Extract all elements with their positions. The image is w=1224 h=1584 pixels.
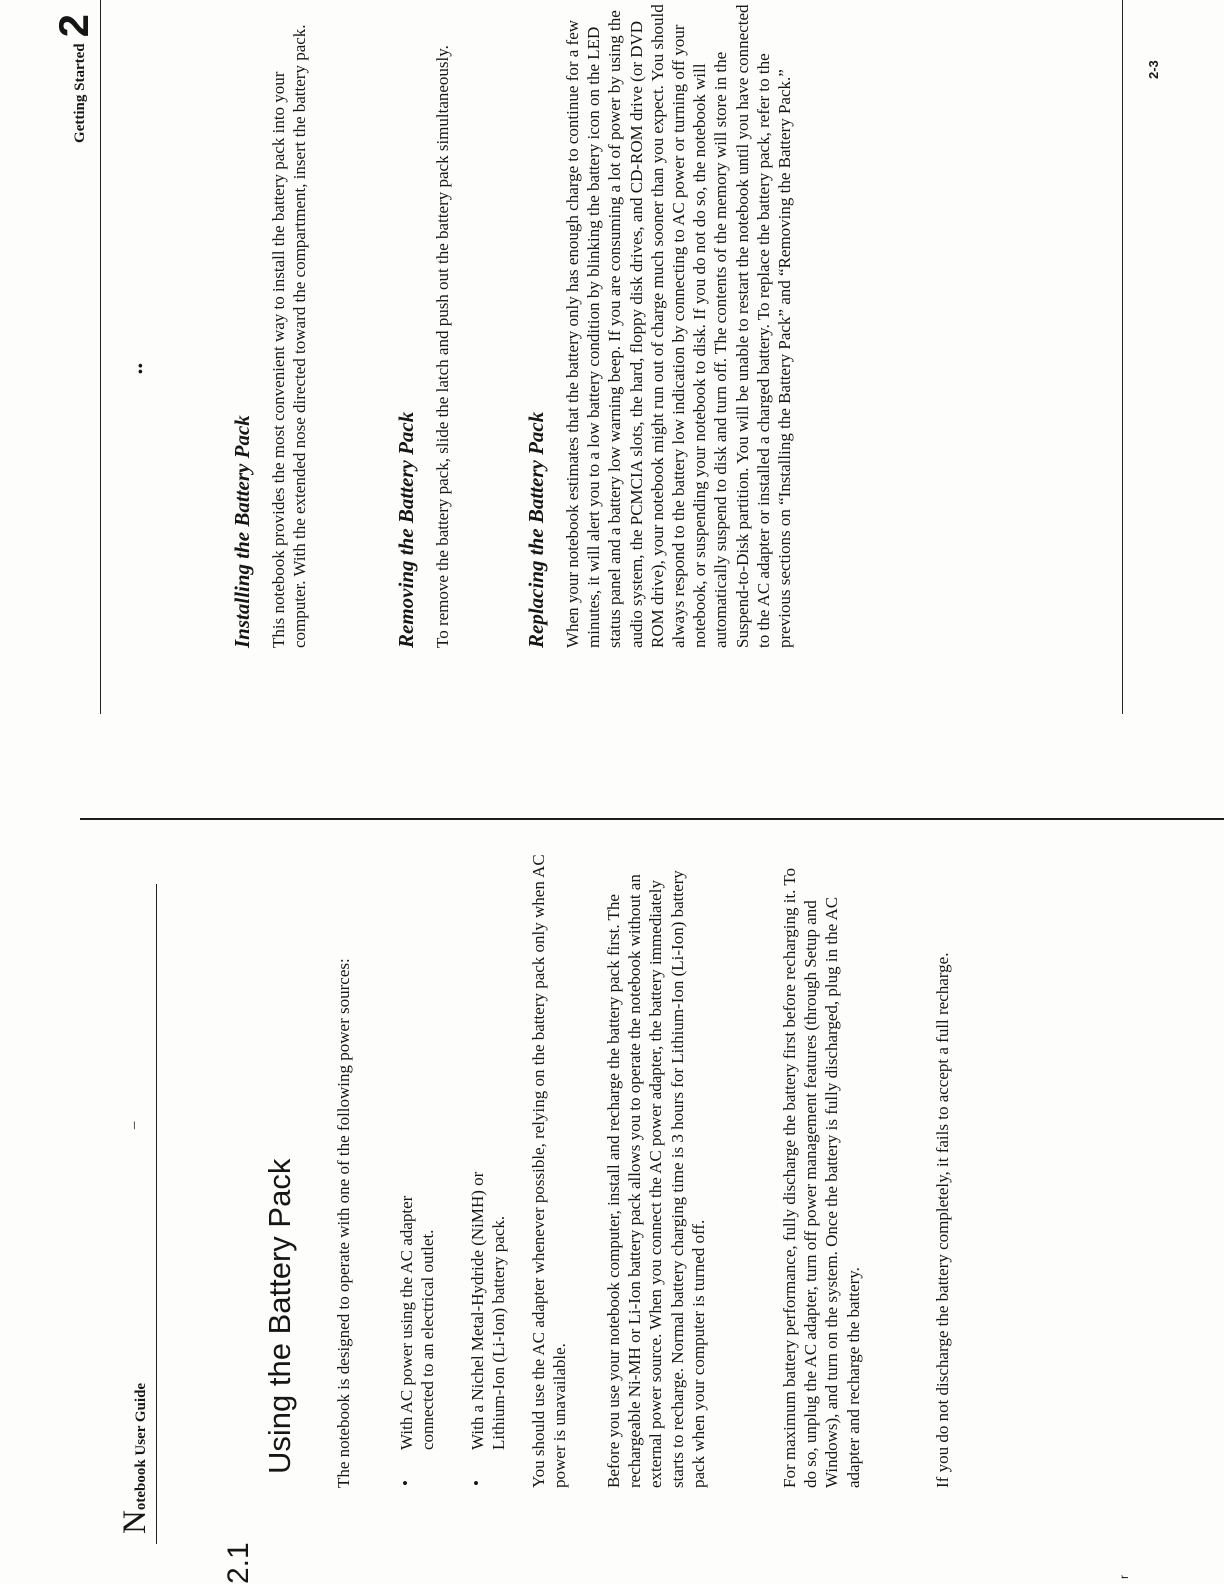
left-header-rule: [156, 884, 157, 1544]
subheading-installing: Installing the Battery Pack: [230, 415, 254, 648]
subheading-replacing: Replacing the Battery Pack: [524, 411, 548, 648]
right-running-header: [50, 14, 98, 274]
page-number: 2-3: [1146, 60, 1161, 79]
header-dash: –: [126, 1121, 142, 1129]
scan-dots: ••: [134, 362, 149, 374]
page-crease-divider: [80, 818, 1224, 820]
left-running-header: [117, 884, 153, 1534]
removing-paragraph: To remove the battery pack, slide the latch and push out the battery pack simultaneously.: [433, 45, 452, 648]
body-paragraph: If you do not discharge the battery completely, it fails to accept a full recharge.: [933, 952, 952, 1488]
right-header-rule: [100, 0, 101, 714]
bullet-item: [467, 846, 509, 1486]
left-page: [0, 840, 1224, 1584]
body-paragraph: Before you use your notebook computer, install and recharge the battery pack first. The rechargeable Ni-MH or Li-Ion battery pack allows you to operate the notebook without an external power source. When you connect the AC power adapter, the battery immediately starts to recharge. Normal battery charging time is 3 hours for Lithium-Ion (Li-Ion) battery pack when your computer is turned off.: [604, 870, 708, 1488]
section-number: 2.1: [222, 1542, 255, 1584]
installing-paragraph: This notebook provides the most convenient way to install the battery pack into your computer. With the extended nose directed toward the compartment, insert the battery pack.: [269, 24, 310, 648]
bullet-text: With AC power using the AC adapter connected to an electrical outlet.: [397, 1195, 438, 1450]
stray-scan-mark: r: [1117, 1575, 1131, 1579]
chapter-number: 2: [50, 14, 97, 38]
subheading-removing: Removing the Battery Pack: [394, 411, 418, 648]
header-title-rest: otebook User Guide: [133, 1382, 149, 1511]
bullet-icon: •: [396, 1480, 415, 1486]
right-page: [0, 0, 1224, 744]
chapter-label: Getting Started: [72, 43, 88, 143]
body-paragraph: For maximum battery performance, fully discharge the battery first before recharging it. To do so, unplug the AC adapter, turn off power management features (through Setup and Windows), and turn on the system. Once the battery is fully discharged, plug in the AC adapter and recharge the battery.: [780, 867, 863, 1488]
intro-paragraph: The notebook is designed to operate with one of the following power sources:: [334, 958, 353, 1488]
bullet-icon: •: [467, 1480, 486, 1486]
header-initial: N: [117, 1510, 153, 1534]
section-title: Using the Battery Pack: [262, 1158, 297, 1474]
bullet-item: [396, 846, 438, 1486]
replacing-paragraph: When your notebook estimates that the battery only has enough charge to continue for a few minutes, it will alert you to a low battery condition by blinking the battery icon on the LED status panel and a battery low warning beep. If you are consuming a lot of power by using the audio system, the PCMCIA slots, the hard, floppy disk drives, and CD-ROM drive (or DVD ROM drive), your notebook might run out of charge much sooner than you expect. You should always respond to the battery low indication by connecting to AC power or turning off your notebook, or suspending your notebook to disk. If you do not do so, the notebook will automatically suspend to disk and turn off. The contents of the memory will store in the Suspend-to-Disk partition. You will be unable to restart the notebook until you have connected to the AC adapter or installed a charged battery. To replace the battery pack, refer to the previous sections on “Installing the Battery Pack” and “Removing the Battery Pack.”: [563, 4, 795, 648]
body-paragraph: You should use the AC adapter whenever possible, relying on the battery pack only when AC power is unavailable.: [529, 854, 570, 1488]
bullet-text: With a Nichel Metal-Hydride (NiMH) or Lithium-Ion (Li-Ion) battery pack.: [468, 1171, 509, 1450]
right-footer-rule: [1122, 0, 1123, 714]
